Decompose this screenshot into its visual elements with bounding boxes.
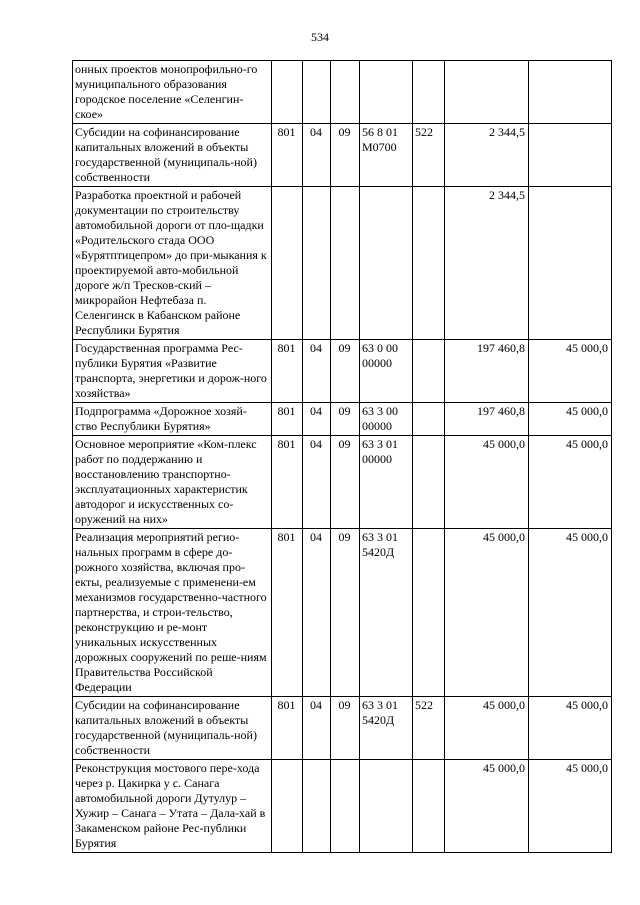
grbs-cell: 801 (272, 529, 303, 697)
sum1-cell: 197 460,8 (445, 403, 529, 436)
row-name: онных проектов монопрофильно-го муниципального образования городское поселение «Селенгин-ское» (73, 61, 272, 124)
csr-cell: 63 3 01 5420Д (360, 697, 413, 760)
row-name: Подпрограмма «Дорожное хозяй-ство Республики Бурятия» (73, 403, 272, 436)
csr-cell: 63 3 01 00000 (360, 436, 413, 529)
pr-cell: 09 (331, 436, 360, 529)
csr-cell: 63 3 00 00000 (360, 403, 413, 436)
sum2-cell (529, 61, 612, 124)
sum2-cell: 45 000,0 (529, 436, 612, 529)
grbs-cell (272, 187, 303, 340)
sum2-cell (529, 124, 612, 187)
pr-cell (331, 187, 360, 340)
rz-cell (303, 187, 331, 340)
csr-cell: 63 0 00 00000 (360, 340, 413, 403)
rz-cell: 04 (303, 340, 331, 403)
grbs-cell: 801 (272, 436, 303, 529)
sum1-cell: 2 344,5 (445, 187, 529, 340)
rz-cell: 04 (303, 403, 331, 436)
table-row (73, 340, 612, 403)
table-row (73, 403, 612, 436)
pr-cell: 09 (331, 529, 360, 697)
vr-cell (413, 760, 445, 853)
vr-cell (413, 403, 445, 436)
grbs-cell: 801 (272, 403, 303, 436)
rz-cell: 04 (303, 124, 331, 187)
vr-cell: 522 (413, 697, 445, 760)
sum2-cell: 45 000,0 (529, 529, 612, 697)
csr-cell: 56 8 01 M0700 (360, 124, 413, 187)
row-name: Субсидии на софинансирование капитальных вложений в объекты государственной (муниципаль-ной) собственности (73, 124, 272, 187)
sum2-cell (529, 187, 612, 340)
table-row (73, 436, 612, 529)
pr-cell (331, 61, 360, 124)
vr-cell: 522 (413, 124, 445, 187)
rz-cell: 04 (303, 529, 331, 697)
grbs-cell (272, 760, 303, 853)
csr-cell: 63 3 01 5420Д (360, 529, 413, 697)
sum2-cell: 45 000,0 (529, 340, 612, 403)
sum1-cell: 197 460,8 (445, 340, 529, 403)
row-name: Субсидии на софинансирование капитальных вложений в объекты государственной (муниципаль-ной) собственности (73, 697, 272, 760)
pr-cell: 09 (331, 403, 360, 436)
rz-cell: 04 (303, 436, 331, 529)
sum2-cell: 45 000,0 (529, 760, 612, 853)
sum1-cell: 45 000,0 (445, 760, 529, 853)
csr-cell (360, 61, 413, 124)
table-row (73, 61, 612, 124)
table-row (73, 697, 612, 760)
csr-cell (360, 187, 413, 340)
grbs-cell: 801 (272, 340, 303, 403)
grbs-cell (272, 61, 303, 124)
table-row (73, 529, 612, 697)
pr-cell (331, 760, 360, 853)
table-row (73, 760, 612, 853)
sum2-cell: 45 000,0 (529, 697, 612, 760)
pr-cell: 09 (331, 124, 360, 187)
vr-cell (413, 61, 445, 124)
row-name: Государственная программа Рес-публики Бурятия «Развитие транспорта, энергетики и дорож-ного хозяйства» (73, 340, 272, 403)
sum1-cell: 45 000,0 (445, 697, 529, 760)
grbs-cell: 801 (272, 697, 303, 760)
row-name: Разработка проектной и рабочей документации по строительству автомобильной дороги от пло-щадки «Родительского стада ООО «Бурятптицепром» до при-мыкания к проектируемой авто-мобильной дороге ж/п Тресков-ский – микрорайон Нефтебаза п. Селенгинск в Кабанском районе Республики Бурятия (73, 187, 272, 340)
rz-cell: 04 (303, 697, 331, 760)
budget-table (72, 60, 612, 853)
vr-cell (413, 529, 445, 697)
vr-cell (413, 340, 445, 403)
sum1-cell: 2 344,5 (445, 124, 529, 187)
table-row (73, 124, 612, 187)
grbs-cell: 801 (272, 124, 303, 187)
sum1-cell: 45 000,0 (445, 436, 529, 529)
row-name: Реализация мероприятий регио-нальных программ в сфере до-рожного хозяйства, включая про-екты, реализуемые с применени-ем механизмов государственно-частного партнерства, и строи-тельство, реконструкцию и ре-монт уникальных искусственных дорожных сооружений по реше-ниям Правительства Российской Федерации (73, 529, 272, 697)
page-number: 534 (311, 30, 329, 44)
row-name: Реконструкция мостового пере-хода через р. Цакирка у с. Санага автомобильной дороги Дутулур – Хужир – Санага – Утата – Дала-хай в Закаменском районе Рес-публики Бурятия (73, 760, 272, 853)
csr-cell (360, 760, 413, 853)
pr-cell: 09 (331, 340, 360, 403)
rz-cell (303, 760, 331, 853)
vr-cell (413, 436, 445, 529)
sum1-cell: 45 000,0 (445, 529, 529, 697)
sum1-cell (445, 61, 529, 124)
vr-cell (413, 187, 445, 340)
table-row (73, 187, 612, 340)
row-name: Основное мероприятие «Ком-плекс работ по поддержанию и восстановлению транспортно-эксплуатационных характеристик автодорог и искусственных со-оружений на них» (73, 436, 272, 529)
pr-cell: 09 (331, 697, 360, 760)
rz-cell (303, 61, 331, 124)
sum2-cell: 45 000,0 (529, 403, 612, 436)
